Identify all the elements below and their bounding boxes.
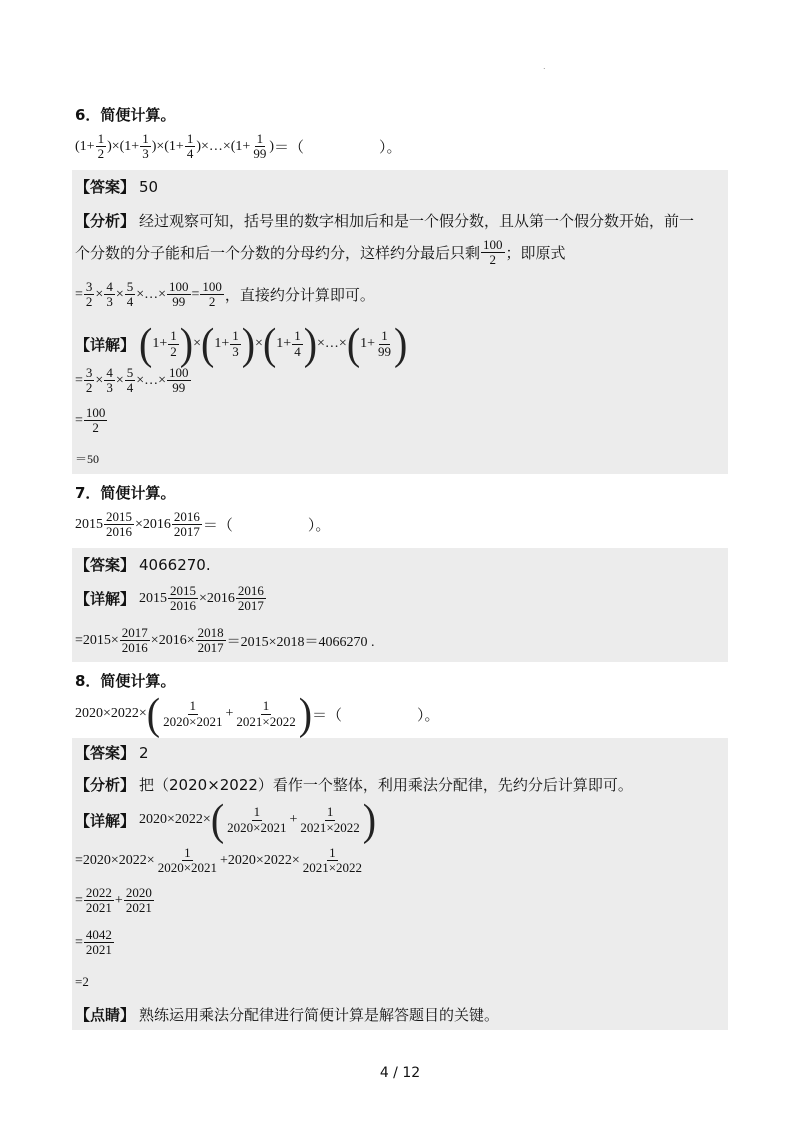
q8-detail-line4: = $\frac{4042}{2021}$ xyxy=(75,927,112,958)
q8-detail-line3: = $\frac{2022}{2021}$ + $\frac{2020}{2021}$ xyxy=(75,885,152,916)
analysis-text: ，直接约分计算即可。 xyxy=(224,286,375,305)
analysis-tag: 【分析】 xyxy=(75,776,136,794)
q6-expr-tail: ＝（ ）。 xyxy=(274,138,402,157)
detail-tag: 【详解】 xyxy=(75,811,136,830)
q7-result: ＝2015×2018＝4066270 . xyxy=(226,634,375,650)
answer-tag: 【答案】 xyxy=(75,178,136,196)
analysis-text: 个分数的分子能和后一个分数的分母约分，这样约分最后只剩 xyxy=(75,244,481,263)
q8-analysis xyxy=(75,774,633,795)
q6-expression: (1+ $\frac{1}{2}$ )×(1+ $\frac{1}{3}$ )×(1+ $\frac{1}{4}$ )×…×(1+ $\frac{1}{99}$ ) ＝（ ）。 xyxy=(75,131,402,162)
answer-value: 4066270. xyxy=(139,555,211,574)
q8-expression: 2020×2022× ( $\frac{1}{2020\times 2021}$ + $\frac{1}{2021\times 2022}$ ) ＝（ ）。 xyxy=(75,688,440,739)
q7-answer xyxy=(75,554,211,575)
q8-remark xyxy=(75,1004,499,1025)
analysis-tag: 【分析】 xyxy=(75,212,136,230)
q6-analysis-line1 xyxy=(75,210,694,231)
q8-answer xyxy=(75,742,149,763)
answer-value: 2 xyxy=(139,743,149,762)
q8-detail-line1: 【详解】 2020×2022× ( $\frac{1}{2020\times 2021}$ + $\frac{1}{2021\times 2022}$ ) xyxy=(75,794,377,845)
answer-tag: 【答案】 xyxy=(75,556,136,574)
page-number: 4 / 12 xyxy=(379,1065,421,1081)
q8-detail-line2: =2020×2022× $\frac{1}{2020\times 2021}$ +2020×2022× $\frac{1}{2021\times 2022}$ xyxy=(75,845,363,876)
detail-tag: 【详解】 xyxy=(75,335,136,354)
analysis-text: 把（2020×2022）看作一个整体，利用乘法分配律，先约分后计算即可。 xyxy=(139,776,633,794)
q7-expr-tail: ＝（ ）。 xyxy=(202,516,331,535)
remark-text: 熟练运用乘法分配律进行简便计算是解答题目的关键。 xyxy=(139,1006,500,1024)
analysis-text: ；即原式 xyxy=(505,244,566,263)
q6-title: 6．简便计算。 xyxy=(75,106,176,124)
q8-detail-final: =2 xyxy=(75,974,89,989)
q8-expr-tail: ＝（ ）。 xyxy=(312,705,440,724)
q7-detail-line1: 【详解】 2015 $\frac{2015}{2016}$ ×2016 $\frac{2016}{2017}$ xyxy=(75,583,264,614)
top-mark: . xyxy=(543,62,546,71)
remark-tag: 【点睛】 xyxy=(75,1006,136,1024)
q7-expression: 2015 $\frac{2015}{2016}$ ×2016 $\frac{2016}{2017}$ ＝（ ）。 xyxy=(75,509,331,540)
q6-detail-line3: = $\frac{100}{2}$ xyxy=(75,405,106,436)
detail-tag: 【详解】 xyxy=(75,590,136,609)
q6-analysis-line3: = $\frac{3}{2}$ × $\frac{4}{3}$ × $\frac{5}{4}$ ×…× $\frac{100}{99}$ = $\frac{100}{2}$ ，直接约分计算即可。 xyxy=(75,279,375,310)
q8-title: 8．简便计算。 xyxy=(75,672,176,690)
q6-detail-final: ＝50 xyxy=(75,452,100,466)
q7-title: 7．简便计算。 xyxy=(75,484,176,502)
q6-answer xyxy=(75,176,158,197)
q6-detail-line2: = $\frac{3}{2}$ × $\frac{4}{3}$ × $\frac{5}{4}$ ×…× $\frac{100}{99}$ xyxy=(75,365,189,396)
answer-value: 50 xyxy=(139,177,159,196)
answer-tag: 【答案】 xyxy=(75,744,136,762)
q6-analysis-line2: 个分数的分子能和后一个分数的分母约分，这样约分最后只剩 $\frac{100}{2}$ ；即原式 xyxy=(75,237,566,268)
q7-detail-line2: =2015× $\frac{2017}{2016}$ ×2016× $\frac{2018}{2017}$ ＝2015×2018＝4066270 . xyxy=(75,625,375,656)
analysis-text: 经过观察可知，括号里的数字相加后和是一个假分数，且从第一个假分数开始，前一 xyxy=(139,212,695,230)
q6-detail-line1: 【详解】 ( 1+ $\frac{1}{2}$ ) × ( 1+ $\frac{1}{3}$ ) × ( 1+ $\frac{1}{4}$ ) ×…× ( 1+ $\frac{1}{99}$ ) xyxy=(75,318,408,369)
